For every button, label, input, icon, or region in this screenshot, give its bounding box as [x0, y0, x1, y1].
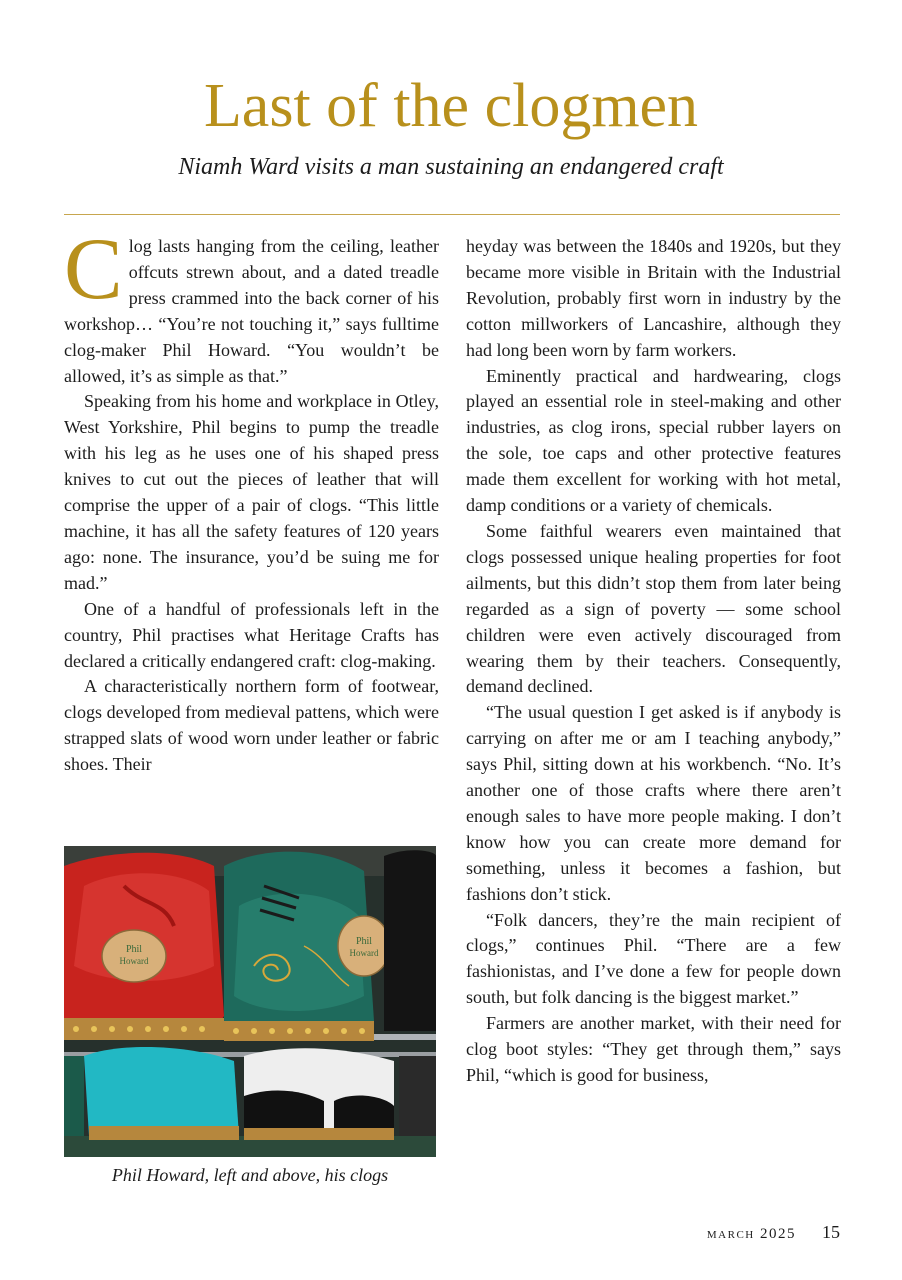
tag-text-left-2: Howard [119, 956, 149, 966]
photo-caption: Phil Howard, left and above, his clogs [111, 1165, 389, 1185]
issue-date: march 2025 [706, 1226, 796, 1242]
paragraph-9: “Folk dancers, they’re the main recipient of clogs,” continues Phil. “There are a few fashionistas, and I’ve done a few for people down south, but folk dancing is the biggest market.” [466, 909, 841, 1008]
clogs-illustration [64, 846, 436, 1157]
paragraph-3: One of a handful of professionals left in the country, Phil practises what Heritage Crafts has declared a critically endangered craft: clog-making. [64, 598, 439, 671]
title-divider [64, 214, 840, 215]
paragraph-7: Some faithful wearers even maintained that clogs possessed unique healing properties for foot ailments, but this didn’t stop them from later being regarded as a sign of poverty — some school children were even actively discouraged from wearing them by their teachers. Consequently, demand declined. [466, 520, 841, 697]
paragraph-1: Clog lasts hanging from the ceiling, leather offcuts strewn about, and a dated treadle press crammed into the back corner of his workshop… “You’re not touching it,” says fulltime clog-maker Phil Howard. “You wouldn’t be allowed, it’s as simple as that.” [64, 221, 439, 386]
paragraph-8: “The usual question I get asked is if anybody is carrying on after me or am I teaching anybody,” says Phil, sitting down at his workbench. “No. It’s another one of those crafts where there aren’t enough sales to have more people making. I don’t know how you can create more demand for something, unless it becomes a fashion, but fashions don’t stick. [466, 702, 841, 904]
tag-text-right-2: Howard [349, 948, 379, 958]
article-title: Last of the clogmen [203, 72, 699, 140]
page-number: 15 [822, 1222, 840, 1242]
left-column [64, 221, 439, 834]
tag-text-left: Phil [125, 944, 143, 955]
article-standfirst: Niamh Ward visits a man sustaining an endangered craft [178, 154, 724, 180]
tag-text-right: Phil [355, 936, 373, 947]
drop-cap: C [64, 221, 123, 318]
paragraph-4: A characteristically northern form of footwear, clogs developed from medieval pattens, which were strapped slats of wood worn under leather or fabric shoes. Their [64, 676, 439, 775]
paragraph-2: Speaking from his home and workplace in Otley, West Yorkshire, Phil begins to pump the treadle with his leg as he uses one of his shaped press knives to cut out the pieces of leather that will comprise the upper of a pair of clogs. “This little machine, it has all the safety features of 120 years ago: none. The insurance, you’d be suing me for mad.” [64, 391, 439, 593]
right-column [466, 234, 841, 1194]
paragraph-6: Eminently practical and hardwearing, clogs played an essential role in steel-making and other industries, as clog irons, special rubber layers on the sole, toe caps and other protective features made them excellent for working with hot metal, damp conditions or a variety of chemicals. [466, 365, 841, 516]
clogs-photo [64, 846, 436, 1157]
paragraph-5: heyday was between the 1840s and 1920s, but they became more visible in Britain with the Industrial Revolution, probably first worn in industry by the cotton millworkers of Lancashire, although they had long been worn by farm workers. [466, 236, 841, 360]
page-footer [707, 1222, 840, 1244]
paragraph-10: Farmers are another market, with their need for clog boot styles: “They get through them,” says Phil, “which is good for business, [466, 1013, 841, 1085]
